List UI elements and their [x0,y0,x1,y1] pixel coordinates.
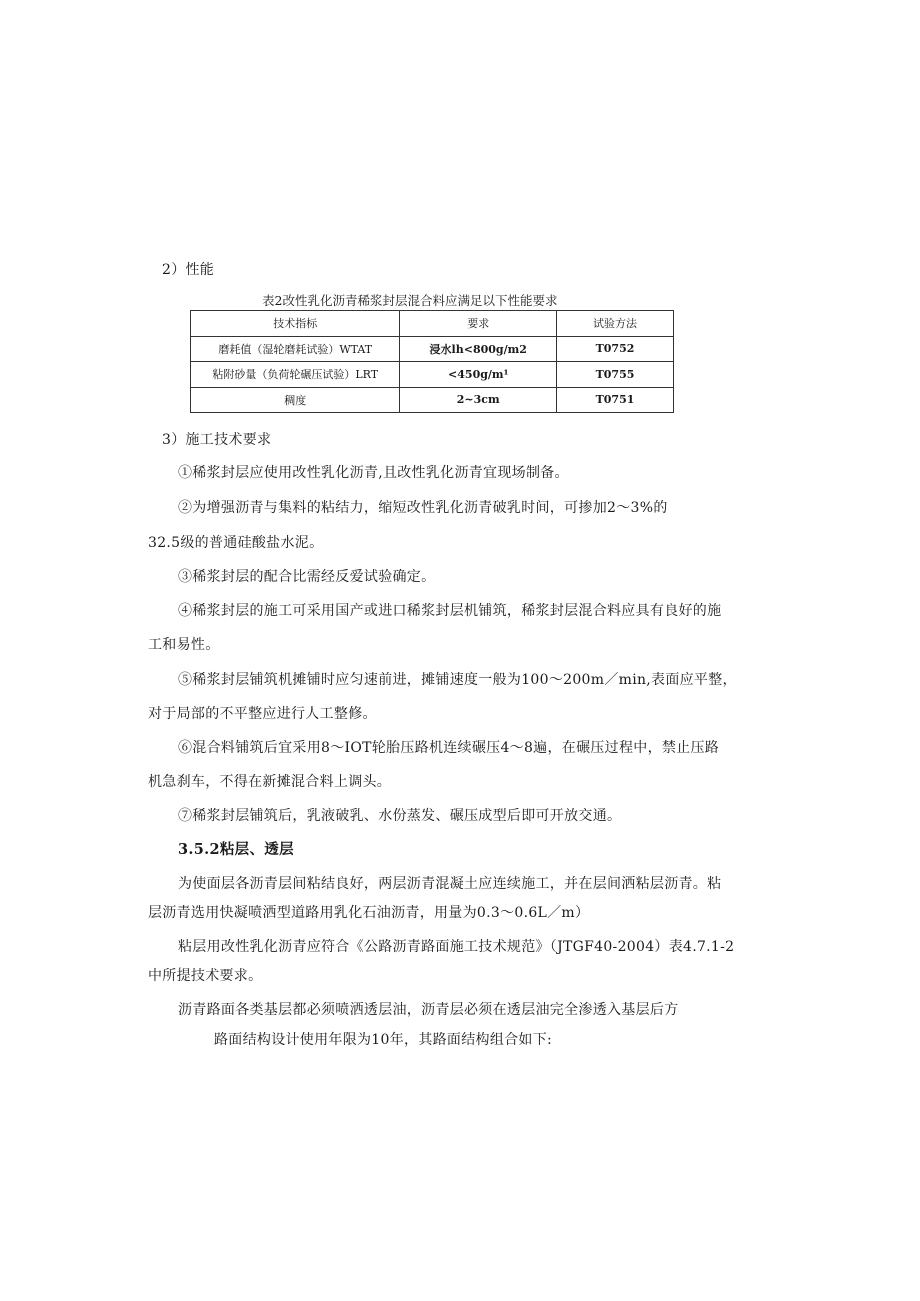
section-tech-heading: 3）施工技术要求 [162,432,272,448]
paragraph-line: ①稀浆封层应使用改性乳化沥青,且改性乳化沥青宜现场制备。 [178,465,569,481]
table-cell: 2~3cm [400,387,557,413]
paragraph-line: ②为增强沥青与集料的粘结力，缩短改性乳化沥青破乳时间，可掺加2～3%的 [178,500,668,516]
table-row [191,362,674,388]
header-cell: 试验方法 [557,311,674,337]
paragraph-line: ⑦稀浆封层铺筑后，乳液破乳、水份蒸发、碾压成型后即可开放交通。 [178,808,622,824]
paragraph-line: ④稀浆封层的施工可采用国产或进口稀浆封层机铺筑，稀浆封层混合料应具有良好的施 [178,603,722,619]
paragraph-line: 粘层用改性乳化沥青应符合《公路沥青路面施工技术规范》（JTGF40-2004）表4.7.1-2 [178,939,735,955]
section-performance-heading: 2）性能 [162,262,215,278]
table-row [191,387,674,413]
paragraph-line: ⑤稀浆封层铺筑机摊铺时应匀速前进，摊铺速度一般为100～200m／min,表面应平整， [178,672,737,688]
paragraph-line: 路面结构设计使用年限为10年，其路面结构组合如下: [214,1032,553,1048]
section-heading: 3.5.2粘层、透层 [178,841,294,858]
table-cell: 浸水lh<800g/m2 [400,336,557,362]
table-cell: 磨耗值（湿轮磨耗试验）WTAT [191,336,400,362]
paragraph-line: ③稀浆封层的配合比需经反爱试验确定。 [178,569,436,585]
table-cell: T0755 [557,362,674,388]
paragraph-line: 机急刹车，不得在新摊混合料上调头。 [148,774,392,790]
table-cell: T0751 [557,387,674,413]
table-cell: 稠度 [191,387,400,413]
table-header-row [191,311,674,337]
paragraph-line: 中所提技术要求。 [148,968,263,984]
performance-table [190,310,674,413]
header-cell: 要求 [400,311,557,337]
table-caption: 表2改性乳化沥青稀浆封层混合料应满足以下性能要求 [262,293,558,308]
table-row [191,336,674,362]
paragraph-line: 32.5级的普通硅酸盐水泥。 [148,535,324,551]
paragraph-line: 为使面层各沥青层间粘结良好，两层沥青混凝土应连续施工，并在层间洒粘层沥青。粘 [178,876,722,892]
table-cell: <450g/m¹ [400,362,557,388]
paragraph-line: ⑥混合料铺筑后宜采用8～IOT轮胎压路机连续碾压4～8遍，在碾压过程中，禁止压路 [178,740,720,756]
paragraph-line: 工和易性。 [148,637,220,653]
table-cell: T0752 [557,336,674,362]
paragraph-line: 对于局部的不平整应进行人工整修。 [148,706,377,722]
table-cell: 粘附砂量（负荷轮碾压试验）LRT [191,362,400,388]
header-cell: 技术指标 [191,311,400,337]
paragraph-line: 沥青路面各类基层都必须喷洒透层油，沥青层必须在透层油完全渗透入基层后方 [178,1002,679,1018]
paragraph-line: 层沥青选用快凝喷洒型道路用乳化石油沥青，用量为0.3～0.6L／m） [148,905,590,921]
